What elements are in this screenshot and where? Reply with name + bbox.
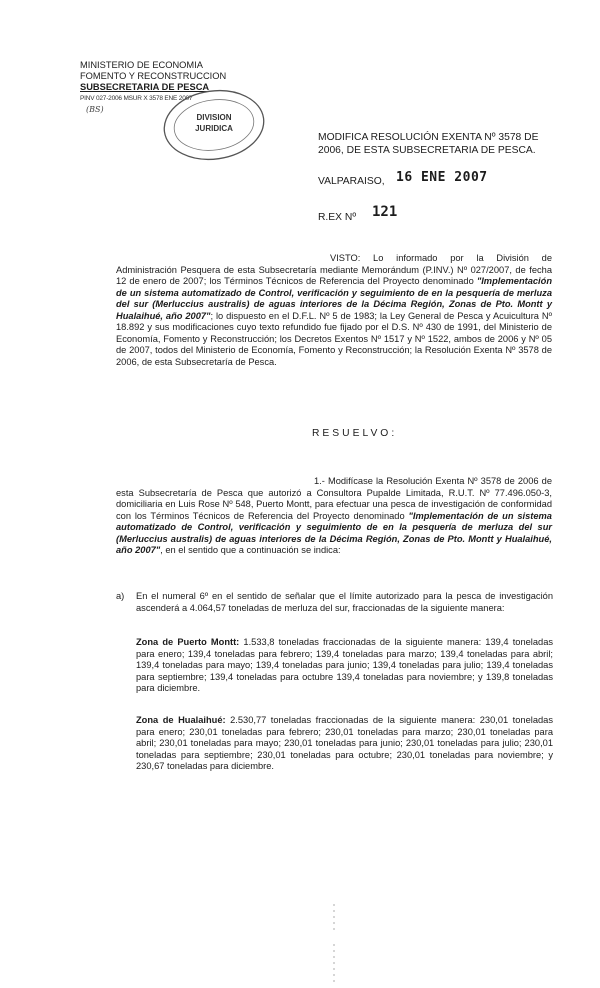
sub-item-letter: a) [116,591,125,601]
visto-lead: VISTO: Lo informado por la División de Administración Pesquera de esta Subsecretaría mediante Memorándum (P.INV.) Nº 027/2007, de fecha 12 de enero de 2007; los Términos Técnicos de Referencia del Proyecto denominado [116,253,552,286]
visto-rest: ; lo dispuesto en el D.F.L. Nº 5 de 1983; la Ley General de Pesca y Acuicultura Nº 18.892 y sus modificaciones cuyo texto refundido fue fijado por el D.S. Nº 430 de 1991, del Ministerio de Economía, Fomento y Reconstrucción; los Decretos Exentos Nº 1517 y Nº 1522, ambos de 2006 y Nº 05 de 2007, todos del Ministerio de Economía, Fomento y Reconstrucción; la Resolución Exenta Nº 3578 de 2006, de esta Subsecretaría de Pesca. [116,310,552,367]
item1-project-name: "Implementación de un sistema automatizado de Control, verificación y seguimiento de en la pesquería de merluza del sur (Merluccius australis) de aguas interiores de la Décima Región, Zonas de Pto. Montt y Hualaihué, año 2007" [116,510,552,555]
reference-code: PINV 027-2006 MSUR X 3578 ENE 2007 [80,95,193,102]
resuelvo-heading: RESUELVO: [312,428,398,439]
zona-puerto-montt-label: Zona de Puerto Montt: [136,637,240,647]
zona-hualaihue-label: Zona de Hualaihué: [136,715,226,725]
zona-puerto-montt [136,637,553,695]
handwritten-initials: (BS) [86,105,104,114]
sub-item-a-text: En el numeral 6º en el sentido de señalar que el límite autorizado para la pesca de investigación ascenderá a 4.064,57 toneladas de merluza del sur, fraccionadas de la siguiente manera: [136,591,553,613]
item1-lead: 1.- Modifícase la Resolución Exenta Nº 3578 de 2006 de esta Subsecretaría de Pesca que autorizó a Consultora Pupalde Limitada, R.U.T. Nº 77.496.050-3, domiciliaria en Luis Rose Nº 548, Puerto Montt, para efectuar una pesca de investigación de conformidad con los Términos Técnicos de Referencia del Proyecto denominado [116,476,552,521]
division-juridica-stamp [160,86,268,164]
zona-hualaihue-text: 2.530,77 toneladas fraccionadas de la siguiente manera: 230,01 toneladas para enero; 230,01 toneladas para febrero; 230,01 toneladas para marzo; 230,01 toneladas para abril; 230,01 toneladas para mayo; 230,01 toneladas para junio; 230,01 toneladas para julio; 230,01 toneladas para septiembre; 230,01 toneladas para octubre; 230,01 toneladas para noviembre; y 230,67 toneladas para diciembre. [136,715,553,771]
resolution-number: 121 [372,204,398,220]
place-label: VALPARAISO, [318,176,385,187]
resolution-number-label: R.EX Nº [318,212,357,223]
resolution-item-1 [116,476,552,557]
item1-rest: , en el sentido que a continuación se indica: [160,545,341,555]
zona-hualaihue [136,715,553,773]
ministry-line-2: FOMENTO Y RECONSTRUCCION [80,71,227,81]
scan-artifact-marks [316,900,356,988]
stamp-line-2: JURIDICA [195,124,233,133]
document-title: MODIFICA RESOLUCIÓN EXENTA Nº 3578 DE 2006, DE ESTA SUBSECRETARIA DE PESCA. [318,132,539,156]
ministry-line: MINISTERIO DE ECONOMIA [80,60,203,70]
stamp-line-1: DIVISION [196,113,232,122]
visto-project-name: "Implementación de un sistema automatizado de Control, verificación y seguimiento de en la pesquería de merluza del sur (Merluccius australis) de aguas interiores de la Décima Región, Zonas de Pto. Montt y Hualaihué, año 2007" [116,276,552,321]
date-stamp: 16 ENE 2007 [396,170,488,185]
zona-puerto-montt-text: 1.533,8 toneladas fraccionadas de la siguiente manera: 139,4 toneladas para enero; 139,4 toneladas para febrero; 139,4 toneladas para marzo; 139,4 toneladas para abril; 139,4 toneladas para mayo; 139,4 toneladas para junio; 139,4 toneladas para julio; 139,4 toneladas para septiembre; 139,4 toneladas para octubre 139,4 toneladas para noviembre; y 139,8 toneladas para diciembre. [136,637,554,693]
visto-paragraph [116,253,552,368]
subsecretaria-line: SUBSECRETARIA DE PESCA [80,82,210,92]
